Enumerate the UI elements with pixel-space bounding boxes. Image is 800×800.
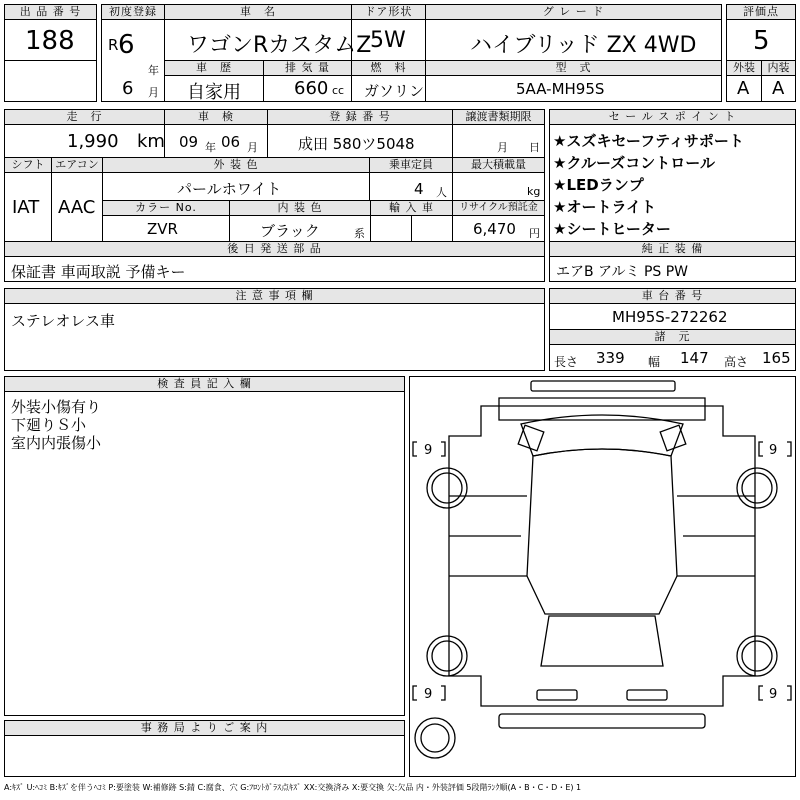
int-color-label: 内 装 色: [229, 200, 371, 216]
displacement-unit: cc: [332, 84, 345, 97]
load-unit: kg: [527, 185, 541, 198]
doors-cell: [351, 19, 426, 61]
width-label: 幅: [648, 355, 661, 369]
insp-month: 06: [221, 133, 241, 151]
length-label: 長さ: [554, 355, 579, 369]
height-label: 高さ: [724, 355, 749, 369]
insp-year-unit: 年: [205, 141, 216, 154]
ext-grade: A: [737, 78, 750, 99]
grade: ハイブリッド ZX 4WD: [470, 33, 697, 58]
int-color: ブラック: [260, 222, 320, 240]
capacity-cell: [369, 172, 453, 201]
genuine: エアB アルミ PS PW: [556, 264, 689, 280]
tire-rr: 9: [769, 687, 778, 702]
ext-label: 外装: [726, 60, 762, 76]
import-cell-1: [370, 215, 412, 242]
load-label: 最大積載量: [452, 157, 545, 173]
sales-point: ★シートヒーター: [553, 220, 671, 238]
history-cell: [164, 75, 264, 102]
model-label: 型 式: [425, 60, 722, 76]
sales-points: [549, 124, 796, 242]
width: 147: [680, 349, 709, 367]
capacity-label: 乗車定員: [369, 157, 453, 173]
import-cell-2: [411, 215, 453, 242]
inspector-line: 室内内張傷小: [11, 434, 102, 452]
int-grade-cell: [761, 75, 796, 102]
body-outline-shape: [449, 406, 755, 706]
chassis-label: 車 台 番 号: [549, 288, 796, 304]
recycle-unit: 円: [529, 227, 540, 240]
insp-month-unit: 月: [247, 141, 258, 154]
capacity-unit: 人: [436, 186, 447, 199]
load-cell: [452, 172, 545, 201]
specs-cell: [549, 344, 796, 371]
lot-number-cell: [4, 19, 97, 61]
color: パールホワイト: [177, 180, 282, 198]
tire-fr: 9: [769, 443, 778, 458]
shift-cell: [4, 172, 52, 242]
shift-label: シフト: [4, 157, 52, 173]
month-unit: 月: [148, 86, 159, 99]
roof-shape: [527, 449, 677, 614]
capacity: 4: [414, 180, 424, 198]
car-name: ワゴンRカスタムZ: [187, 33, 372, 58]
score-label: 評価点: [726, 4, 796, 20]
tire-fl: 9: [424, 443, 433, 458]
office-label: 事 務 局 よ り ご 案 内: [4, 720, 405, 736]
fuel: ガソリン: [364, 82, 425, 100]
notes-cell: [4, 303, 545, 371]
mileage-label: 走 行: [4, 109, 165, 125]
sales-point: ★LEDランプ: [553, 176, 644, 194]
hood-front-shape: [499, 398, 705, 420]
first-reg-cell: [101, 19, 165, 102]
inspector-line: 下廻りＳ小: [11, 416, 87, 434]
transfer-day: 日: [529, 141, 540, 154]
mileage: 1,990: [67, 131, 119, 152]
int-color-cell: [229, 215, 371, 242]
car-name-label: 車 名: [164, 4, 352, 20]
fuel-cell: [351, 75, 426, 102]
sales-label: セ ー ル ス ポ イ ン ト: [549, 109, 796, 125]
chassis-cell: [549, 303, 796, 330]
transfer-month: 月: [497, 141, 508, 154]
tire-rl: 9: [424, 687, 433, 702]
sales-point: ★スズキセーフティサポート: [553, 132, 744, 150]
length: 339: [596, 349, 625, 367]
color-no-label: カラー No.: [102, 200, 230, 216]
front-bumper-shape: [531, 381, 675, 391]
shift: IAT: [12, 197, 40, 218]
inspector-label: 検 査 員 記 入 欄: [4, 376, 405, 392]
legend: A:ｷｽﾞ U:ﾍｺﾐ B:ｷｽﾞを伴うﾍｺﾐ P:要塗装 W:補修跡 S:錆 C:腐食、穴 G:ﾌﾛﾝﾄｶﾞﾗｽ点ｷｽﾞ XX:交換済み X:要交換 欠:欠品 内・外装評価 5段階ﾗﾝｸ順(A・B・C・D・E) 1: [4, 783, 582, 792]
fuel-label: 燃 料: [351, 60, 426, 76]
mileage-cell: [4, 124, 165, 158]
ext-grade-cell: [726, 75, 762, 102]
history-label: 車 歴: [164, 60, 264, 76]
displacement-cell: [263, 75, 352, 102]
plate-cell: [267, 124, 453, 158]
genuine-label: 純 正 装 備: [549, 241, 796, 257]
inspector-cell: [4, 391, 405, 716]
mirror-left-shape: [518, 425, 544, 451]
int-color-unit: 系: [354, 227, 365, 240]
plate: 成田 580ツ5048: [298, 135, 415, 153]
transfer-cell: [452, 124, 545, 158]
displacement-label: 排 気 量: [263, 60, 352, 76]
mileage-unit: km: [137, 131, 165, 152]
windshield-shape: [521, 415, 683, 456]
model: 5AA-MH95S: [516, 80, 605, 98]
later-parts-cell: [4, 256, 545, 282]
plate-label: 登 録 番 号: [267, 109, 453, 125]
first-reg-label: 初度登録: [101, 4, 165, 20]
rear-bumper-shape: [499, 714, 705, 728]
wheel-fr-shape: [737, 468, 777, 508]
specs-label: 諸 元: [549, 329, 796, 345]
lot-label: 出 品 番 号: [4, 4, 97, 20]
reg-month: 6: [122, 78, 134, 99]
lot-blank-cell: [4, 60, 97, 102]
doors: 5W: [370, 28, 406, 53]
ac: AAC: [58, 197, 96, 218]
reg-year: 6: [118, 30, 135, 60]
int-grade: A: [772, 78, 785, 99]
sales-point: ★オートライト: [553, 198, 656, 216]
era: R: [108, 36, 119, 54]
doors-label: ドア形状: [351, 4, 426, 20]
score-cell: [726, 19, 796, 61]
notes: ステレオレス車: [11, 312, 115, 330]
score: 5: [753, 26, 770, 56]
wheel-rr-shape: [737, 636, 777, 676]
color-no-cell: [102, 215, 230, 242]
height: 165: [762, 349, 791, 367]
later-parts-label: 後 日 発 送 部 品: [4, 241, 545, 257]
sales-point: ★クルーズコントロール: [553, 154, 715, 172]
int-label: 内装: [761, 60, 796, 76]
inspector-line: 外装小傷有り: [11, 398, 102, 416]
grade-cell: [425, 19, 722, 61]
genuine-cell: [549, 256, 796, 282]
recycle-cell: [452, 215, 545, 242]
later-parts: 保証書 車両取説 予備キー: [11, 263, 186, 281]
mirror-right-shape: [660, 425, 686, 451]
recycle-label: リサイクル預託金: [452, 200, 545, 216]
car-diagram: [409, 376, 796, 777]
color-label: 外 装 色: [102, 157, 370, 173]
transfer-label: 譲渡書類期限: [452, 109, 545, 125]
rear-window-shape: [541, 616, 663, 666]
inspection-label: 車 検: [164, 109, 268, 125]
history: 自家用: [187, 82, 241, 103]
ac-cell: [51, 172, 103, 242]
grade-label: グ レ ー ド: [425, 4, 722, 20]
displacement: 660: [294, 78, 329, 99]
recycle: 6,470: [473, 220, 516, 238]
insp-year: 09: [179, 133, 199, 151]
wheel-rl-shape: [427, 636, 467, 676]
office-cell: [4, 735, 405, 777]
notes-label: 注 意 事 項 欄: [4, 288, 545, 304]
import-label: 輸 入 車: [370, 200, 453, 216]
year-unit: 年: [148, 64, 159, 77]
chassis-number: MH95S-272262: [612, 308, 728, 326]
lot-number: 188: [25, 26, 75, 56]
model-cell: [425, 75, 722, 102]
color-no: ZVR: [147, 220, 178, 238]
wheel-fl-shape: [427, 468, 467, 508]
car-name-cell: [164, 19, 372, 61]
ac-label: エアコン: [51, 157, 103, 173]
color-cell: [102, 172, 370, 201]
inspection-cell: [164, 124, 268, 158]
